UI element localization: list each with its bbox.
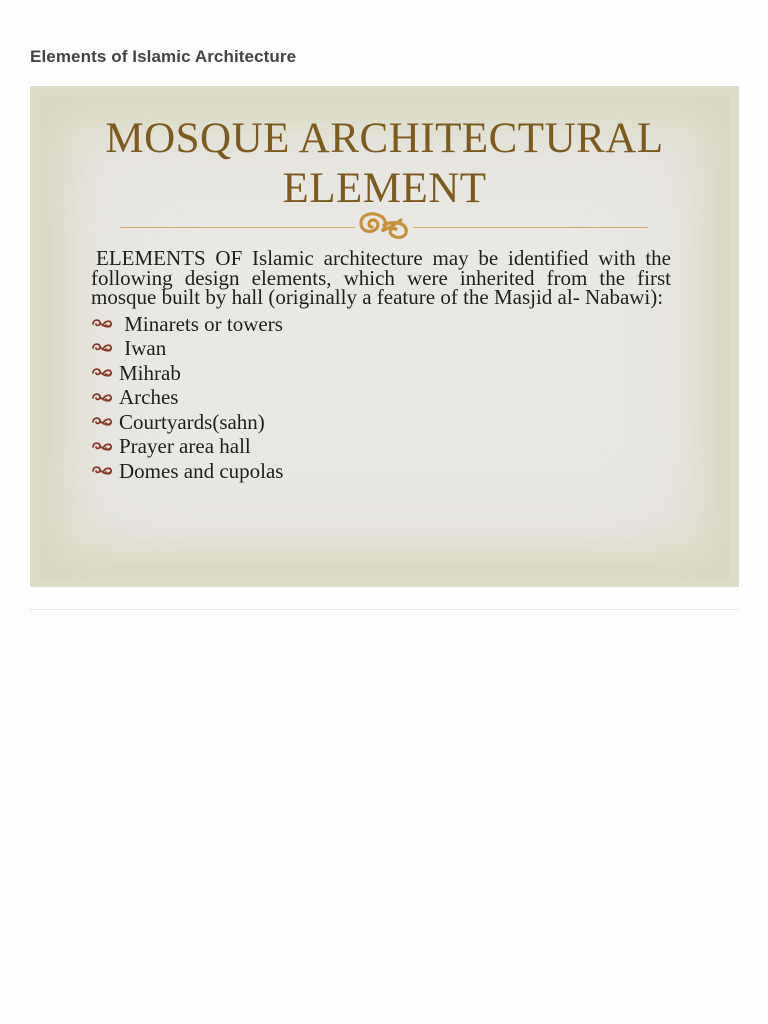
intro-paragraph: ELEMENTS OF Islamic architecture may be identified with the following design elements, which were inherited from the first mosque built by hall (originally a feature of the Masjid al- Nabawi): — [91, 246, 671, 309]
scroll-ornament-icon — [91, 317, 113, 331]
list-item — [91, 434, 701, 459]
scroll-ornament-icon — [91, 440, 113, 454]
slide — [30, 86, 739, 587]
document-title: Elements of Islamic Architecture — [30, 47, 297, 66]
list-item-text: Mihrab — [119, 360, 181, 385]
list-item — [91, 361, 701, 386]
list-item — [91, 385, 701, 410]
slide-heading-line-2: ELEMENT — [282, 165, 487, 212]
divider-line-right — [413, 227, 648, 228]
divider-line-left — [120, 227, 355, 228]
list-item-text: Iwan — [119, 336, 167, 361]
list-item-text: Courtyards(sahn) — [119, 409, 265, 434]
element-list — [91, 312, 701, 484]
scroll-ornament-icon — [91, 366, 113, 380]
slide-heading — [30, 114, 739, 214]
scroll-ornament-icon — [91, 391, 113, 405]
list-item — [91, 459, 701, 484]
scroll-ornament-icon — [91, 464, 113, 478]
slide-heading-line-1: MOSQUE ARCHITECTURAL — [105, 115, 664, 162]
ornamental-flourish-icon — [356, 208, 412, 242]
list-item — [91, 312, 701, 337]
scroll-ornament-icon — [91, 341, 113, 355]
slide-body — [91, 246, 701, 484]
list-item — [91, 336, 701, 361]
list-item-text: Arches — [119, 385, 179, 410]
section-divider — [30, 609, 739, 610]
scroll-ornament-icon — [91, 415, 113, 429]
list-item-text: Domes and cupolas — [119, 459, 284, 484]
list-item — [91, 410, 701, 435]
list-item-text: Prayer area hall — [119, 434, 251, 459]
list-item-text: Minarets or towers — [119, 311, 283, 336]
